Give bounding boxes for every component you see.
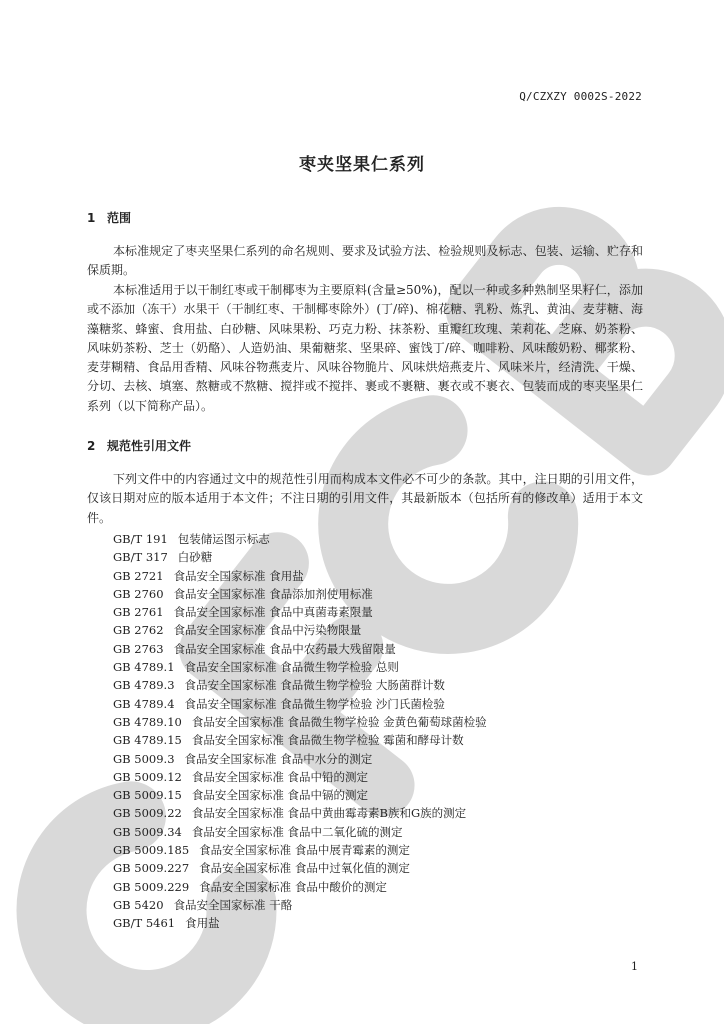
reference-title: 食品安全国家标准 食品中展青霉素的测定: [199, 843, 410, 858]
reference-title: 食品安全国家标准 食品中过氧化值的测定: [199, 861, 410, 876]
reference-title: 食品安全国家标准 食品微生物学检验 沙门氏菌检验: [184, 696, 445, 711]
list-item: [113, 640, 487, 658]
reference-title: 食品安全国家标准 食品中农药最大残留限量: [173, 641, 396, 656]
reference-title: 食品安全国家标准 食品中真菌毒素限量: [173, 605, 373, 620]
standard-code: Q/CZXZY 0002S-2022: [519, 90, 642, 103]
reference-title: 食用盐: [185, 916, 220, 931]
list-item: [113, 731, 487, 749]
reference-code: GB 5009.12: [113, 769, 182, 784]
reference-code: GB/T 5461: [113, 916, 176, 931]
list-item: [113, 878, 487, 896]
list-item: [113, 567, 487, 585]
reference-code: GB 4789.1: [113, 660, 175, 675]
reference-title: 食品安全国家标准 食品中污染物限量: [173, 623, 362, 638]
reference-code: GB 5009.227: [113, 861, 190, 876]
section-heading-scope: [87, 209, 131, 226]
reference-code: GB 2762: [113, 623, 164, 638]
reference-title: 食品安全国家标准 食品中黄曲霉毒素B族和G族的测定: [191, 806, 467, 821]
reference-code: GB/T 317: [113, 550, 168, 565]
list-item: [113, 548, 487, 566]
list-item: [113, 896, 487, 914]
section-number: 2: [87, 439, 96, 453]
reference-code: GB 2763: [113, 641, 164, 656]
reference-code: GB 4789.4: [113, 696, 175, 711]
document-title: 枣夹坚果仁系列: [299, 155, 425, 175]
list-item: [113, 823, 487, 841]
list-item: [113, 841, 487, 859]
reference-code: GB 5009.3: [113, 751, 175, 766]
list-item: [113, 676, 487, 694]
reference-title: 食品安全国家标准 食品中酸价的测定: [199, 879, 387, 894]
reference-title: 食品安全国家标准 食品中铅的测定: [191, 769, 369, 784]
section-heading-normative-references: [87, 437, 191, 454]
paragraph: 本标准适用于以干制红枣或干制椰枣为主要原料(含量≥50%)，配以一种或多种熟制坚果籽仁，添加或不添加（冻干）水果干（干制红枣、干制椰枣除外）(丁/碎)、棉花糖、乳粉、炼乳、黄油、麦芽糖、海藻糖浆、蜂蜜、食用盐、白砂糖、风味果粉、巧克力粉、抹茶粉、重瓣红玫瑰、茉莉花、芝麻、奶茶粉、风味奶茶粉、芝士（奶酪）、人造奶油、果葡糖浆、坚果碎、蜜饯丁/碎、咖啡粉、风味酸奶粉、椰浆粉、麦芽糊精、食品用香精、风味谷物燕麦片、风味谷物脆片、风味烘焙燕麦片、风味米片，经清洗、干燥、分切、去核、填塞、熬糖或不熬糖、搅拌或不搅拌、裹或不裹糖、裹衣或不裹衣、包装而成的枣夹坚果仁系列（以下简称产品）。: [87, 283, 643, 413]
paragraph: 下列文件中的内容通过文中的规范性引用而构成本文件必不可少的条款。其中，注日期的引用文件，仅该日期对应的版本适用于本文件；不注日期的引用文件，其最新版本（包括所有的修改单）适用于本文件。: [87, 472, 643, 525]
list-item: [113, 914, 487, 932]
reference-title: 食品安全国家标准 食品中二氧化硫的测定: [191, 824, 403, 839]
reference-code: GB 5009.34: [113, 824, 182, 839]
section-title: 范围: [107, 211, 132, 225]
reference-title: 食品安全国家标准 食品中水分的测定: [184, 751, 373, 766]
reference-code: GB/T 191: [113, 532, 168, 546]
list-item: [113, 621, 487, 639]
section-number: 1: [87, 211, 96, 225]
reference-title: 食品安全国家标准 食品微生物学检验 总则: [184, 660, 399, 675]
reference-title: 食品安全国家标准 食品添加剂使用标准: [173, 586, 373, 601]
reference-code: GB 2721: [113, 568, 164, 583]
reference-code: GB 5009.22: [113, 806, 182, 821]
reference-title: 食品安全国家标准 食品微生物学检验 金黄色葡萄球菌检验: [191, 714, 487, 729]
reference-title: 白砂糖: [177, 550, 213, 565]
list-item: [113, 786, 487, 804]
list-item: [113, 859, 487, 877]
list-item: [113, 585, 487, 603]
reference-code: GB 2760: [113, 586, 164, 601]
list-item: [113, 695, 487, 713]
reference-title: 食品安全国家标准 食品微生物学检验 大肠菌群计数: [184, 678, 445, 693]
list-item: [113, 658, 487, 676]
reference-title: 食品安全国家标准 食品中镉的测定: [191, 788, 369, 803]
page-number: 1: [631, 960, 638, 973]
reference-code: GB 5009.15: [113, 788, 182, 803]
list-item: [113, 603, 487, 621]
reference-code: GB 4789.15: [113, 733, 182, 748]
reference-code: GB 4789.10: [113, 714, 182, 729]
reference-title: 食品安全国家标准 食品微生物学检验 霉菌和酵母计数: [191, 733, 464, 748]
reference-list: [113, 530, 487, 933]
paragraph: 本标准规定了枣夹坚果仁系列的命名规则、要求及试验方法、检验规则及标志、包装、运输、贮存和保质期。: [87, 244, 643, 278]
list-item: [113, 750, 487, 768]
reference-title: 包装储运图示标志: [177, 532, 270, 546]
list-item: [113, 804, 487, 822]
section-title: 规范性引用文件: [107, 439, 192, 453]
list-item: [113, 530, 487, 548]
list-item: [113, 713, 487, 731]
list-item: [113, 768, 487, 786]
reference-code: GB 5009.229: [113, 879, 190, 894]
reference-title: 食品安全国家标准 干酪: [173, 897, 293, 912]
reference-title: 食品安全国家标准 食用盐: [173, 568, 304, 583]
reference-code: GB 4789.3: [113, 678, 175, 693]
reference-code: GB 5009.185: [113, 843, 190, 858]
reference-code: GB 5420: [113, 897, 164, 912]
reference-code: GB 2761: [113, 605, 164, 620]
